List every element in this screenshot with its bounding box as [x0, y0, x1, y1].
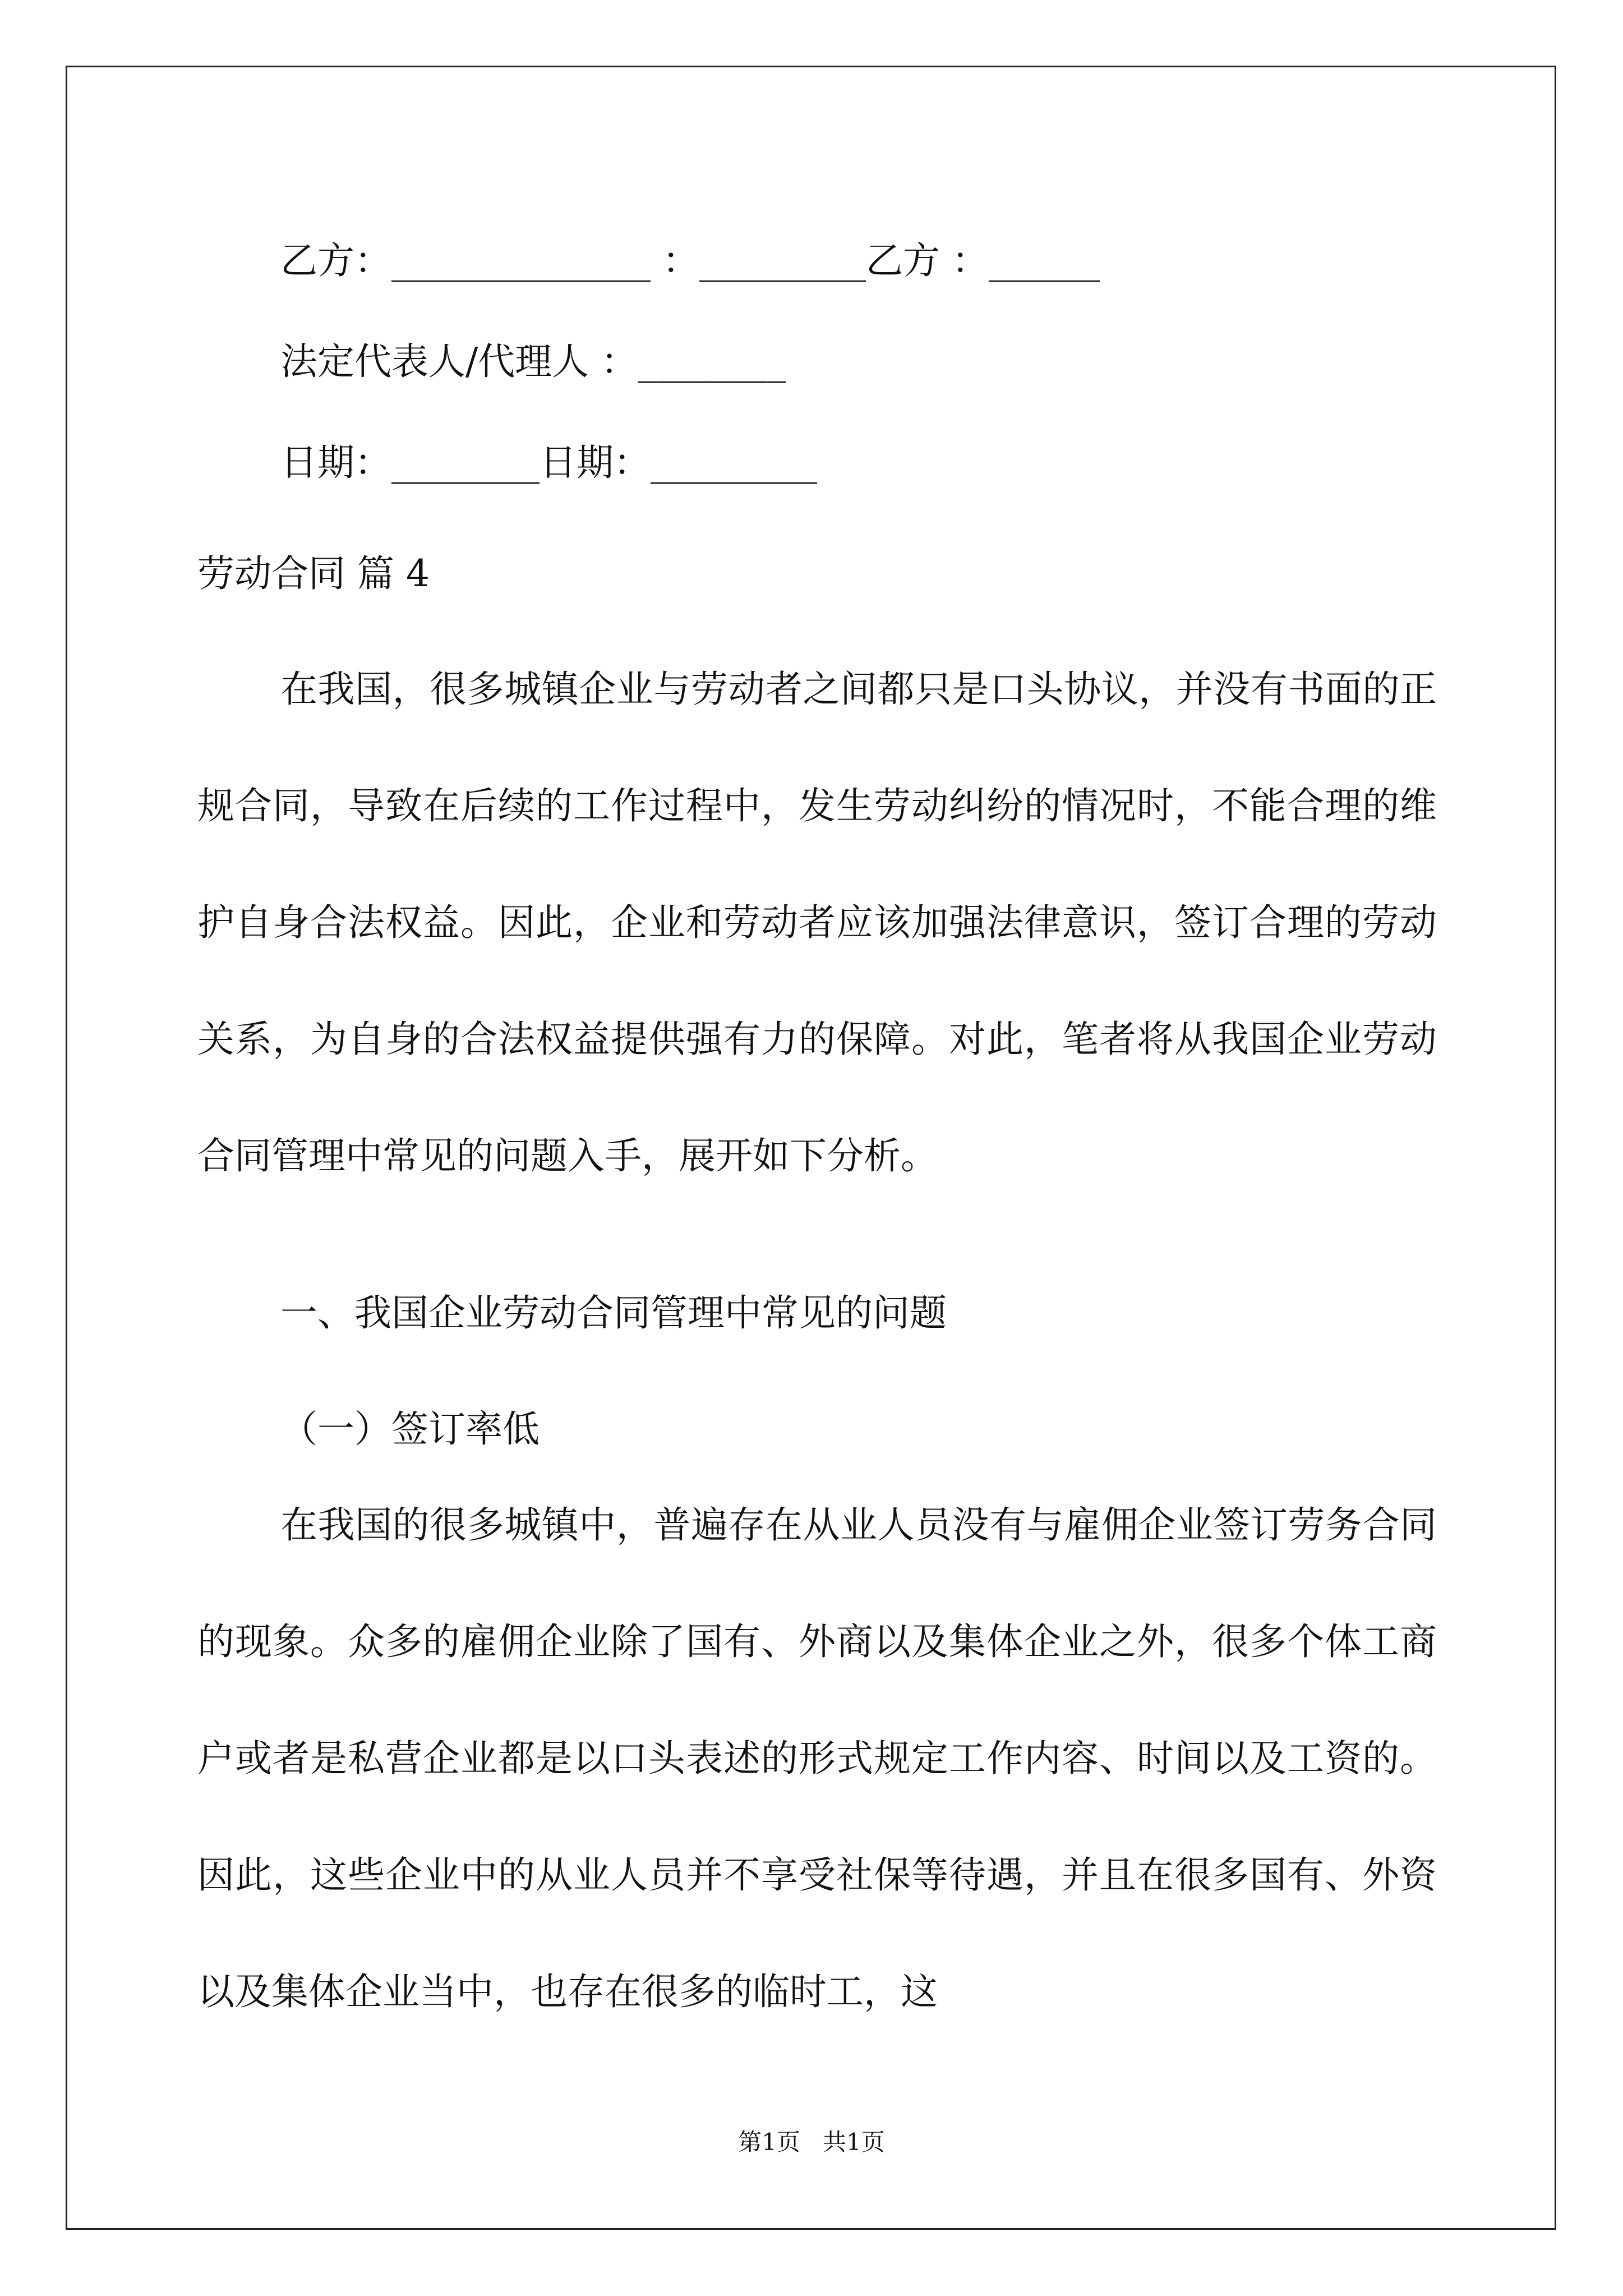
heading-common-problems: 一、我国企业劳动合同管理中常见的问题: [280, 1291, 947, 1335]
page-number: 第1页 共1页: [738, 2128, 885, 2156]
signature-line-party-b: 乙方：______________ ：_________乙方 ：______: [280, 239, 1100, 282]
paragraph-low-signing-rate: 在我国的很多城镇中，普遍存在从业人员没有与雇佣企业签订劳务合同的现象。众多的雇佣企业除了国有、外商以及集体企业之外，很多个体工商户或者是私营企业都是以口头表述的形式规定工作内容、时间以及工资的。因此，这些企业中的从业人员并不享受社保等待遇，并且在很多国有、外资以及集体企业当中，也存在很多的临时工，这: [197, 1503, 1437, 2013]
signature-line-date: 日期：________日期：_________: [280, 441, 817, 484]
paragraph-intro: 在我国，很多城镇企业与劳动者之间都只是口头协议，并没有书面的正规合同，导致在后续的工作过程中，发生劳动纠纷的情况时，不能合理的维护自身合法权益。因此，企业和劳动者应该加强法律意识，签订合理的劳动关系，为自身的合法权益提供强有力的保障。对此，笔者将从我国企业劳动合同管理中常见的问题入手，展开如下分析。: [197, 668, 1437, 1177]
signature-line-representative: 法定代表人/代理人 ：________: [280, 340, 786, 383]
heading-low-signing-rate: （一）签订率低: [280, 1407, 540, 1451]
section-title: 劳动合同 篇 4: [197, 552, 430, 595]
